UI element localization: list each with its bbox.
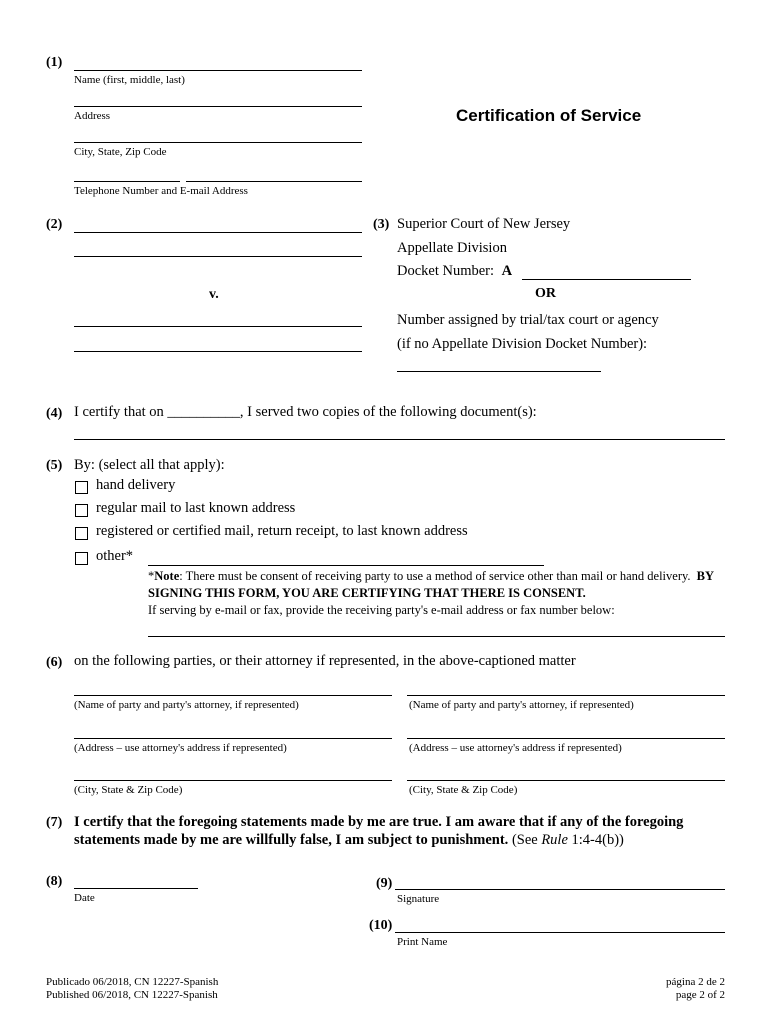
party-name-label-left: (Name of party and party's attorney, if represented) [74,699,299,711]
section-2-number: (2) [46,217,63,232]
certified-mail-label: registered or certified mail, return receipt, to last known address [96,523,468,539]
city-field[interactable] [74,142,362,143]
footer-published [46,976,218,1002]
email-fax-field[interactable] [148,636,725,637]
name-label: Name (first, middle, last) [74,74,185,86]
address-field[interactable] [74,106,362,107]
docket-number-field[interactable] [522,279,691,280]
section-4-number: (4) [46,406,63,421]
date-label: Date [74,892,95,904]
section-9-number: (9) [376,876,393,891]
print-name-field[interactable] [395,932,725,933]
docket-number-label: Docket Number: A [397,263,513,279]
certify-served-text: I certify that on __________, I served two copies of the following document(s): [74,404,537,420]
signature-field[interactable] [395,889,725,890]
consent-note: *Note: There must be consent of receiving party to use a method of service other than mail or hand delivery. BY SIGNING THIS FORM, YOU ARE CERTIFYING THAT THERE IS CONSENT. If serving by e-mail or fax, provide the receiving party's e-mail address or fax number below: [148,569,714,617]
telephone-email-label: Telephone Number and E-mail Address [74,185,248,197]
party-city-label-right: (City, State & Zip Code) [409,784,518,796]
section-6-number: (6) [46,655,63,670]
certified-mail-checkbox[interactable] [75,527,88,540]
regular-mail-checkbox[interactable] [75,504,88,517]
print-name-label: Print Name [397,936,448,948]
party-address-field-left[interactable] [74,738,392,739]
section-7-number: (7) [46,815,63,830]
plaintiff-field-2[interactable] [74,256,362,257]
docket-prefix: A [501,263,513,279]
court-name: Superior Court of New Jersey [397,216,571,232]
page-number-spanish: página 2 de 2 [666,976,725,988]
other-method-checkbox[interactable] [75,552,88,565]
alt-number-line-1: Number assigned by trial/tax court or agency [397,312,659,328]
documents-field[interactable] [74,439,725,440]
certification-statement: I certify that the foregoing statements made by me are true. I am aware that if any of the foregoing statements made by me are willfully false, I am subject to punishment. (See Rule 1:4-4(b)) [74,814,684,848]
defendant-field-1[interactable] [74,326,362,327]
published-english: Published 06/2018, CN 12227-Spanish [46,989,218,1001]
defendant-field-2[interactable] [74,351,362,352]
consent-warning: BY SIGNING THIS FORM, YOU ARE CERTIFYING THAT THERE IS CONSENT. [148,569,714,600]
party-city-field-left[interactable] [74,780,392,781]
party-city-field-right[interactable] [407,780,725,781]
other-method-label: other* [96,548,134,564]
hand-delivery-label: hand delivery [96,477,176,493]
email-field[interactable] [186,181,362,182]
telephone-field[interactable] [74,181,180,182]
address-label: Address [74,110,111,122]
published-spanish: Publicado 06/2018, CN 12227-Spanish [46,976,219,988]
versus-label: v. [209,287,219,302]
rule-word: Rule [541,832,568,848]
section-1-number: (1) [46,55,63,70]
signature-label: Signature [397,893,440,905]
trial-court-number-field[interactable] [397,371,601,372]
page-number-english: page 2 of 2 [675,989,725,1001]
service-method-intro: By: (select all that apply): [74,457,225,473]
division-name: Appellate Division [397,240,507,256]
regular-mail-label: regular mail to last known address [96,500,296,516]
party-address-field-right[interactable] [407,738,725,739]
hand-delivery-checkbox[interactable] [75,481,88,494]
name-field[interactable] [74,70,362,71]
section-8-number: (8) [46,874,63,889]
city-label: City, State, Zip Code [74,146,167,158]
other-method-field[interactable] [148,565,544,566]
party-address-label-left: (Address – use attorney's address if represented) [74,742,287,754]
party-city-label-left: (City, State & Zip Code) [74,784,183,796]
alt-number-line-2: (if no Appellate Division Docket Number): [397,336,648,352]
date-field[interactable] [74,888,198,889]
section-10-number: (10) [369,918,393,933]
party-address-label-right: (Address – use attorney's address if represented) [409,742,622,754]
email-fax-instruction: If serving by e-mail or fax, provide the receiving party's e-mail address or fax number below: [148,603,615,617]
party-name-label-right: (Name of party and party's attorney, if represented) [409,699,634,711]
plaintiff-field-1[interactable] [74,232,362,233]
party-name-field-left[interactable] [74,695,392,696]
section-5-number: (5) [46,458,63,473]
footer-page-number [666,976,725,1002]
form-title: Certification of Service [456,106,642,125]
or-label: OR [535,286,556,301]
party-name-field-right[interactable] [407,695,725,696]
section-3-number: (3) [373,217,390,232]
service-date-blank[interactable]: __________ [167,404,240,420]
parties-intro: on the following parties, or their attorney if represented, in the above-captioned matter [74,653,576,669]
